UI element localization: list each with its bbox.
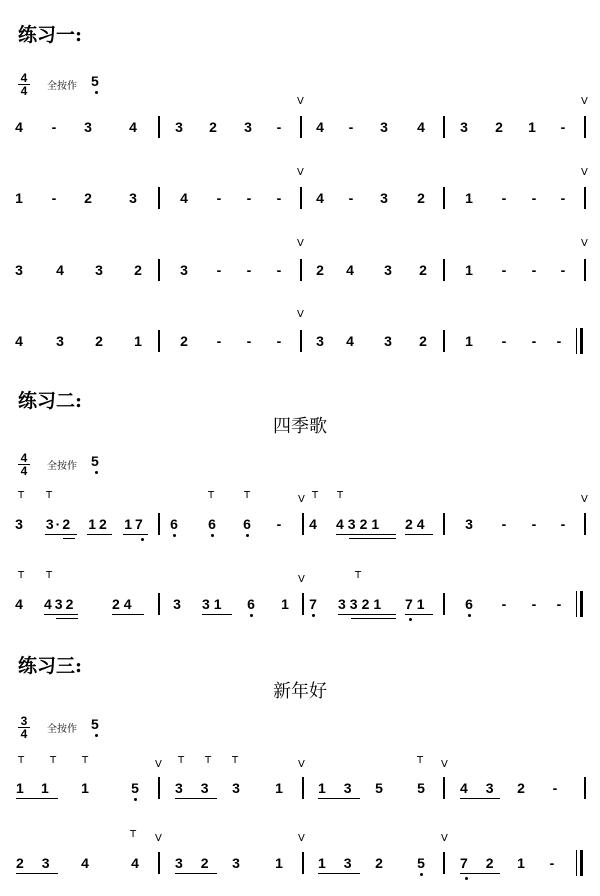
breath-mark: V <box>581 167 588 178</box>
bar-line <box>158 187 160 209</box>
key-note: 5 <box>91 453 99 469</box>
note-group: 11 <box>16 780 67 796</box>
underline <box>460 798 500 799</box>
note: 3 <box>15 262 23 278</box>
song-title: 四季歌 <box>273 416 327 437</box>
breath-mark: V <box>155 833 162 844</box>
bar-line <box>300 116 302 138</box>
note-group: 31 <box>202 596 226 612</box>
note: 3 <box>316 333 324 349</box>
dash: - <box>276 262 282 278</box>
dash: - <box>246 190 252 206</box>
tongue-mark: T <box>355 570 362 581</box>
note: 3 <box>84 119 92 135</box>
final-bar-thick <box>580 850 583 876</box>
bar-line <box>302 777 304 799</box>
breath-mark: V <box>298 574 305 585</box>
dash: - <box>348 119 354 135</box>
underline <box>63 538 75 539</box>
underline <box>349 538 396 539</box>
exercise-1-title: 练习一: <box>18 24 83 46</box>
low-dot <box>95 734 98 737</box>
note-group: 71 <box>405 596 429 612</box>
bar-line <box>584 777 586 799</box>
time-signature <box>18 715 30 740</box>
note: 1 <box>281 596 289 612</box>
note: 2 <box>419 333 427 349</box>
bar-line <box>158 259 160 281</box>
note: 4 <box>15 119 23 135</box>
note: 6 <box>208 516 216 532</box>
dash: - <box>560 119 566 135</box>
dash: - <box>549 855 555 871</box>
note-group: 33 <box>175 780 227 796</box>
key-note: 5 <box>91 716 99 732</box>
note: 4 <box>131 855 139 871</box>
note: 4 <box>15 333 23 349</box>
breath-mark: V <box>297 96 304 107</box>
note: 1 <box>134 333 142 349</box>
note: 4 <box>316 119 324 135</box>
underline <box>123 534 148 535</box>
note: 2 <box>517 780 525 796</box>
dash: - <box>556 333 562 349</box>
bar-line <box>443 593 445 615</box>
breath-mark: V <box>298 833 305 844</box>
note-group: 24 <box>112 596 136 612</box>
tongue-mark: T <box>205 755 212 766</box>
note: 6 <box>465 596 473 612</box>
breath-mark: V <box>297 309 304 320</box>
note-group: 17 <box>124 516 146 532</box>
note-group: 4321 <box>336 516 384 532</box>
bar-line <box>443 259 445 281</box>
note: 3 <box>129 190 137 206</box>
note: 3 <box>15 516 23 532</box>
low-dot <box>134 798 137 801</box>
bar-line <box>158 777 160 799</box>
key-label: 全按作 <box>47 461 77 472</box>
tongue-mark: T <box>46 490 53 501</box>
tongue-mark: T <box>130 829 137 840</box>
dash: - <box>531 190 537 206</box>
song-title: 新年好 <box>273 681 327 702</box>
note: 3 <box>384 333 392 349</box>
tongue-mark: T <box>244 490 251 501</box>
bar-line <box>443 116 445 138</box>
low-dot <box>173 534 176 537</box>
underline <box>44 614 78 615</box>
final-bar-thick <box>580 591 583 617</box>
dash: - <box>51 190 57 206</box>
note: 1 <box>465 190 473 206</box>
final-bar-thin <box>576 850 577 876</box>
note: 1 <box>465 262 473 278</box>
bar-line <box>443 777 445 799</box>
breath-mark: V <box>298 759 305 770</box>
note: 4 <box>15 596 23 612</box>
tongue-mark: T <box>18 755 25 766</box>
note: 4 <box>316 190 324 206</box>
exercise-2-title: 练习二: <box>18 390 83 412</box>
note: 3 <box>175 119 183 135</box>
note: 3 <box>180 262 188 278</box>
note: 2 <box>375 855 383 871</box>
low-dot <box>420 873 423 876</box>
low-dot <box>95 91 98 94</box>
note: 3 <box>380 190 388 206</box>
note: 3 <box>460 119 468 135</box>
dash: - <box>216 333 222 349</box>
dash: - <box>531 333 537 349</box>
tongue-mark: T <box>50 755 57 766</box>
dash: - <box>556 596 562 612</box>
underline <box>112 614 144 615</box>
underline <box>351 618 396 619</box>
note: 1 <box>15 190 23 206</box>
note: 3 <box>384 262 392 278</box>
underline <box>175 873 217 874</box>
underline <box>318 798 360 799</box>
exercise-3-title: 练习三: <box>18 655 83 677</box>
note: 4 <box>81 855 89 871</box>
note: 6 <box>247 596 255 612</box>
note-group: 3321 <box>338 596 386 612</box>
time-sig-top: 4 <box>18 72 30 85</box>
final-bar-thin <box>576 328 577 354</box>
bar-line <box>584 187 586 209</box>
breath-mark: V <box>297 238 304 249</box>
key-note: 5 <box>91 73 99 89</box>
time-sig-top: 3 <box>18 715 30 728</box>
time-sig-bottom: 4 <box>20 464 28 478</box>
note: 3 <box>244 119 252 135</box>
note-group: 32 <box>175 855 227 871</box>
low-dot <box>250 614 253 617</box>
note: 3 <box>173 596 181 612</box>
dash: - <box>276 119 282 135</box>
low-dot <box>211 534 214 537</box>
note: 4 <box>180 190 188 206</box>
low-dot <box>95 471 98 474</box>
note: 2 <box>84 190 92 206</box>
dash: - <box>51 119 57 135</box>
note: 2 <box>209 119 217 135</box>
breath-mark: V <box>581 238 588 249</box>
dash: - <box>216 190 222 206</box>
note: 5 <box>417 780 425 796</box>
underline <box>460 873 500 874</box>
note: 5 <box>131 780 139 796</box>
note-group: 24 <box>405 516 429 532</box>
underline <box>16 798 58 799</box>
time-sig-bottom: 4 <box>20 84 28 98</box>
dash: - <box>560 190 566 206</box>
bar-line <box>158 593 160 615</box>
dash: - <box>276 516 282 532</box>
tongue-mark: T <box>18 570 25 581</box>
low-dot <box>409 618 412 621</box>
dash: - <box>276 333 282 349</box>
dash: - <box>501 262 507 278</box>
note-group: 3·2 <box>45 516 73 532</box>
note: 6 <box>170 516 178 532</box>
note: 2 <box>180 333 188 349</box>
note-group: 23 <box>16 855 68 871</box>
note: 2 <box>419 262 427 278</box>
dash: - <box>501 516 507 532</box>
note-group: 43 <box>460 780 512 796</box>
note: 1 <box>528 119 536 135</box>
tongue-mark: T <box>208 490 215 501</box>
underline <box>16 873 58 874</box>
tongue-mark: T <box>337 490 344 501</box>
bar-line <box>443 852 445 874</box>
note: 3 <box>380 119 388 135</box>
tongue-mark: T <box>232 755 239 766</box>
note: 4 <box>346 333 354 349</box>
breath-mark: V <box>297 167 304 178</box>
dash: - <box>531 262 537 278</box>
note-group: 13 <box>318 780 370 796</box>
underline <box>87 534 112 535</box>
note: 2 <box>495 119 503 135</box>
note: 3 <box>232 780 240 796</box>
dash: - <box>501 190 507 206</box>
dash: - <box>246 333 252 349</box>
underline <box>56 618 78 619</box>
underline <box>338 614 396 615</box>
note: 2 <box>417 190 425 206</box>
bar-line <box>302 593 304 615</box>
dash: - <box>560 516 566 532</box>
note: 1 <box>465 333 473 349</box>
note: 4 <box>417 119 425 135</box>
note: 7 <box>309 596 317 612</box>
bar-line <box>300 187 302 209</box>
breath-mark: V <box>298 494 305 505</box>
tongue-mark: T <box>82 755 89 766</box>
dash: - <box>501 596 507 612</box>
bar-line <box>584 116 586 138</box>
note: 2 <box>95 333 103 349</box>
note-group: 13 <box>318 855 370 871</box>
note: 3 <box>232 855 240 871</box>
low-dot <box>312 614 315 617</box>
bar-line <box>584 259 586 281</box>
time-sig-bottom: 4 <box>20 727 28 741</box>
note-group: 72 <box>460 855 512 871</box>
underline <box>45 534 77 535</box>
breath-mark: V <box>581 96 588 107</box>
underline <box>405 534 433 535</box>
bar-line <box>302 513 304 535</box>
final-bar-thin <box>576 591 577 617</box>
note-group: 432 <box>44 596 77 612</box>
breath-mark: V <box>441 759 448 770</box>
tongue-mark: T <box>178 755 185 766</box>
bar-line <box>158 116 160 138</box>
note: 3 <box>465 516 473 532</box>
note: 3 <box>56 333 64 349</box>
dash: - <box>216 262 222 278</box>
key-label: 全按作 <box>47 81 77 92</box>
tongue-mark: T <box>46 570 53 581</box>
dash: - <box>348 190 354 206</box>
note: 1 <box>517 855 525 871</box>
time-sig-top: 4 <box>18 452 30 465</box>
note: 4 <box>346 262 354 278</box>
note: 1 <box>275 780 283 796</box>
bar-line <box>443 187 445 209</box>
dash: - <box>276 190 282 206</box>
dash: - <box>560 262 566 278</box>
dash: - <box>501 333 507 349</box>
dash: - <box>246 262 252 278</box>
note: 4 <box>309 516 317 532</box>
breath-mark: V <box>155 759 162 770</box>
bar-line <box>300 259 302 281</box>
low-dot <box>468 614 471 617</box>
note: 2 <box>316 262 324 278</box>
final-bar-thick <box>580 328 583 354</box>
note: 1 <box>275 855 283 871</box>
dash: - <box>531 516 537 532</box>
dash: - <box>552 780 558 796</box>
note: 5 <box>375 780 383 796</box>
breath-mark: V <box>581 494 588 505</box>
low-dot <box>465 877 468 880</box>
low-dot <box>141 538 144 541</box>
note: 4 <box>56 262 64 278</box>
tongue-mark: T <box>312 490 319 501</box>
underline <box>318 873 360 874</box>
underline <box>175 798 217 799</box>
time-signature <box>18 72 30 97</box>
bar-line <box>443 330 445 352</box>
bar-line <box>302 852 304 874</box>
bar-line <box>584 513 586 535</box>
time-signature <box>18 452 30 477</box>
note: 3 <box>95 262 103 278</box>
bar-line <box>300 330 302 352</box>
note: 1 <box>81 780 89 796</box>
low-dot <box>246 534 249 537</box>
bar-line <box>158 513 160 535</box>
underline <box>202 614 232 615</box>
underline <box>336 534 396 535</box>
note: 6 <box>243 516 251 532</box>
tongue-mark: T <box>417 755 424 766</box>
tongue-mark: T <box>18 490 25 501</box>
note: 5 <box>417 855 425 871</box>
bar-line <box>158 330 160 352</box>
note: 4 <box>129 119 137 135</box>
breath-mark: V <box>441 833 448 844</box>
note: 2 <box>134 262 142 278</box>
key-label: 全按作 <box>47 724 77 735</box>
bar-line <box>158 852 160 874</box>
note-group: 12 <box>88 516 110 532</box>
dash: - <box>531 596 537 612</box>
bar-line <box>443 513 445 535</box>
underline <box>405 614 433 615</box>
